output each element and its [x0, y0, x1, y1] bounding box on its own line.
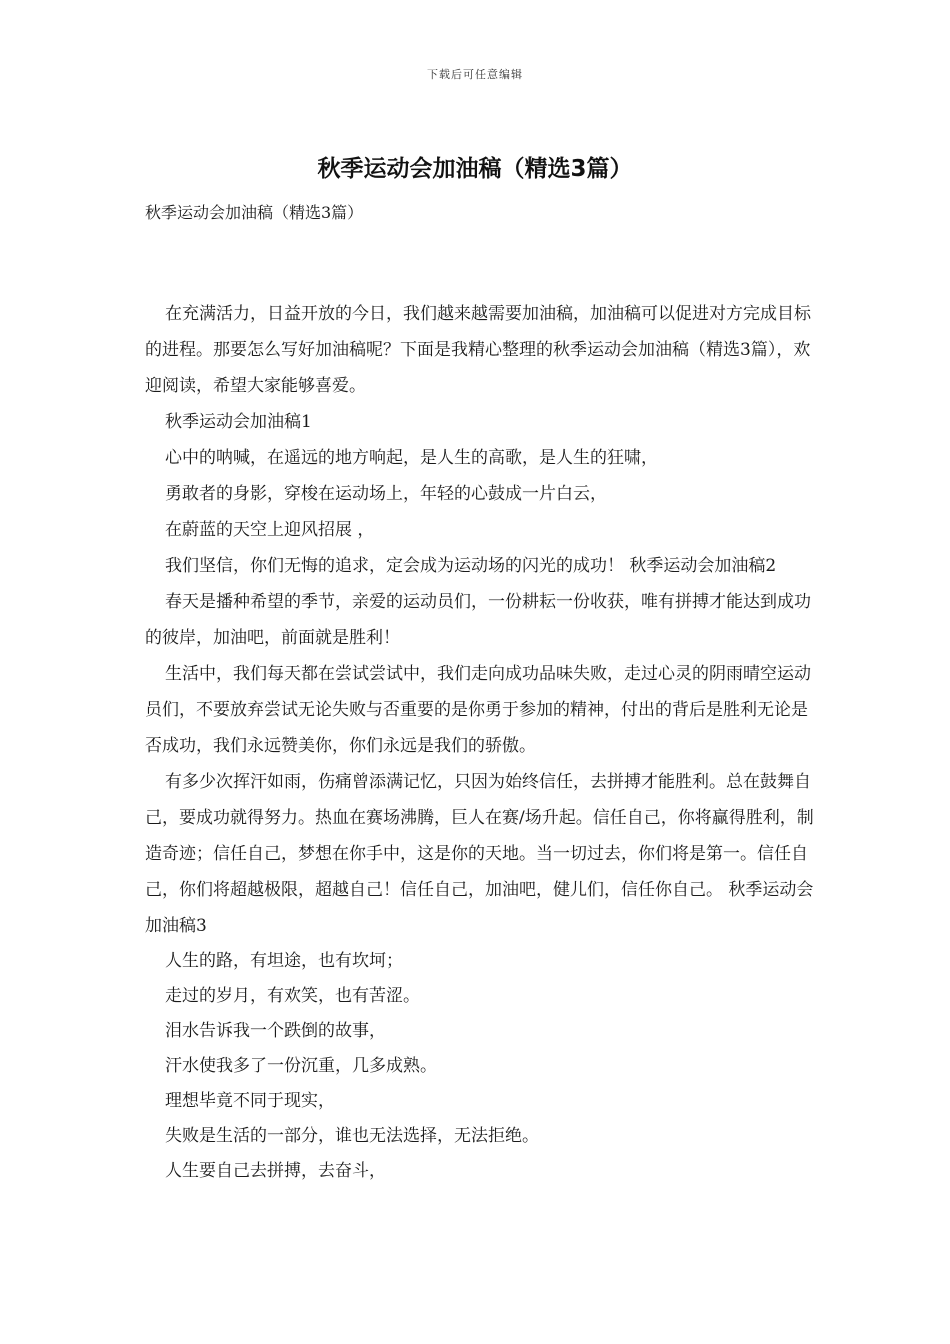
poem-line: 理想毕竟不同于现实， — [165, 1091, 335, 1111]
paragraph: 生活中，我们每天都在尝试尝试中，我们走向成功品味失败，走过心灵的阴雨晴空运动员们，不要放弃尝试无论失败与否重要的是你勇于参加的精神，付出的背后是胜利无论是否成功，我们永远赞美你，你们永远是我们的骄傲。 — [145, 664, 811, 756]
poem-line: 人生的路，有坦途，也有坎坷； — [165, 951, 403, 971]
poem-line: 汗水使我多了一份沉重，几多成熟。 — [165, 1056, 437, 1076]
document-subtitle: 秋季运动会加油稿（精选3篇） — [145, 203, 364, 222]
paragraph: 心中的呐喊，在遥远的地方响起，是人生的高歌，是人生的狂啸， — [165, 448, 658, 468]
poem-line: 人生要自己去拼搏，去奋斗， — [165, 1161, 386, 1181]
paragraph: 有多少次挥汗如雨，伤痛曾添满记忆，只因为始终信任，去拼搏才能胜利。总在鼓舞自己，要成功就得努力。热血在赛场沸腾，巨人在赛/场升起。信任自己，你将赢得胜利，制造奇迹；信任自己，梦想在你手中，这是你的天地。当一切过去，你们将是第一。信任自己，你们将超越极限，超越自己！信任自己，加油吧，健儿们，信任你自己。 秋季运动会加油稿3 — [145, 772, 814, 936]
paragraph-intro: 在充满活力，日益开放的今日，我们越来越需要加油稿，加油稿可以促进对方完成目标的进程。那要怎么写好加油稿呢？下面是我精心整理的秋季运动会加油稿（精选3篇），欢迎阅读，希望大家能够喜爱。 — [145, 304, 811, 396]
poem-line: 失败是生活的一部分，谁也无法选择，无法拒绝。 — [165, 1126, 539, 1146]
document-body — [145, 296, 820, 1189]
paragraph: 勇敢者的身影，穿梭在运动场上，年轻的心鼓成一片白云， — [165, 484, 607, 504]
paragraph: 春天是播种希望的季节，亲爱的运动员们，一份耕耘一份收获，唯有拼搏才能达到成功的彼岸，加油吧，前面就是胜利！ — [145, 592, 811, 648]
document-title: 秋季运动会加油稿（精选3篇） — [317, 156, 633, 182]
poem-line: 走过的岁月，有欢笑，也有苦涩。 — [165, 986, 420, 1006]
paragraph: 在蔚蓝的天空上迎风招展 ， — [165, 520, 375, 540]
poem-line: 泪水告诉我一个跌倒的故事， — [165, 1021, 386, 1041]
paragraph: 我们坚信，你们无悔的追求，定会成为运动场的闪光的成功！ 秋季运动会加油稿2 — [165, 556, 777, 576]
page-header-note: 下载后可任意编辑 — [427, 68, 523, 81]
section-heading-1: 秋季运动会加油稿1 — [165, 412, 312, 432]
